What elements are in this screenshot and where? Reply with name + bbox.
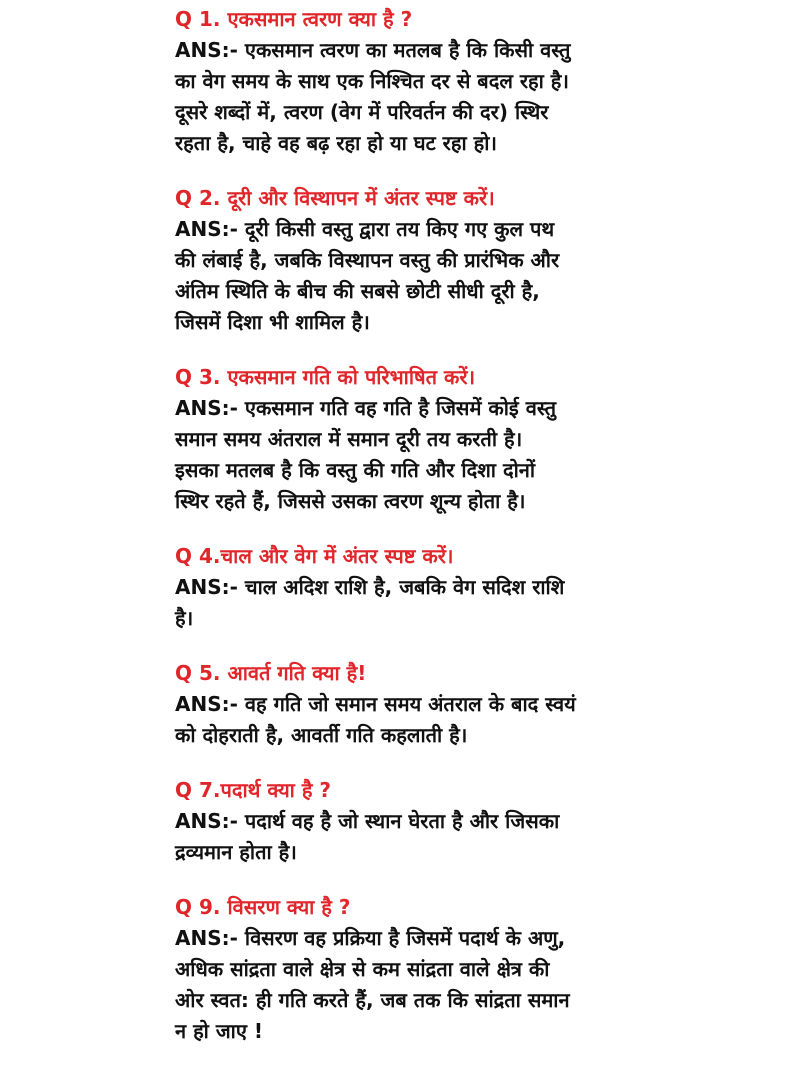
answer-line: द्रव्यमान होता है।	[175, 840, 297, 864]
answer-2	[175, 214, 775, 338]
answer-line: न हो जाए !	[175, 1019, 263, 1043]
answer-4	[175, 572, 775, 634]
answer-line: स्थिर रहते हैं, जिससे उसका त्वरण शून्य होता है।	[175, 489, 526, 513]
answer-line: ओर स्वत: ही गति करते हैं, जब तक कि सांद्रता समान	[175, 988, 570, 1012]
answer-line: समान समय अंतराल में समान दूरी तय करती है।	[175, 427, 523, 451]
answer-7	[175, 806, 775, 868]
answer-line: अधिक सांद्रता वाले क्षेत्र से कम सांद्रता वाले क्षेत्र की	[175, 957, 550, 981]
question-4: Q 4.चाल और वेग में अंतर स्पष्ट करें।	[175, 544, 454, 568]
answer-3	[175, 393, 775, 517]
answer-line: है।	[175, 606, 194, 630]
answer-line: ANS:- दूरी किसी वस्तु द्वारा तय किए गए कुल पथ	[175, 217, 555, 241]
answer-5	[175, 689, 775, 751]
question-9: Q 9. विसरण क्या है ?	[175, 895, 351, 919]
answer-1	[175, 35, 775, 159]
answer-line: रहता है, चाहे वह बढ़ रहा हो या घट रहा हो।	[175, 131, 497, 155]
answer-line: ANS:- चाल अदिश राशि है, जबकि वेग सदिश राशि	[175, 575, 565, 599]
answer-line: ANS:- वह गति जो समान समय अंतराल के बाद स्वयं	[175, 692, 576, 716]
qa-document	[175, 4, 775, 1071]
question-7: Q 7.पदार्थ क्या है ?	[175, 778, 332, 802]
answer-line: ANS:- एकसमान गति वह गति है जिसमें कोई वस्तु	[175, 396, 557, 420]
answer-line: ANS:- एकसमान त्वरण का मतलब है कि किसी वस्तु	[175, 38, 571, 62]
answer-line: को दोहराती है, आवर्ती गति कहलाती है।	[175, 723, 468, 747]
answer-line: ANS:- पदार्थ वह है जो स्थान घेरता है और जिसका	[175, 809, 560, 833]
qa-block-4	[175, 541, 775, 634]
question-1: Q 1. एकसमान त्वरण क्या है ?	[175, 7, 413, 31]
answer-9	[175, 923, 775, 1047]
qa-block-7	[175, 775, 775, 868]
question-3: Q 3. एकसमान गति को परिभाषित करें।	[175, 365, 476, 389]
answer-line: अंतिम स्थिति के बीच की सबसे छोटी सीधी दूरी है,	[175, 279, 540, 303]
answer-line: इसका मतलब है कि वस्तु की गति और दिशा दोनों	[175, 458, 536, 482]
answer-line: दूसरे शब्दों में, त्वरण (वेग में परिवर्तन की दर) स्थिर	[175, 100, 549, 124]
question-2: Q 2. दूरी और विस्थापन में अंतर स्पष्ट करें।	[175, 186, 495, 210]
qa-block-5	[175, 658, 775, 751]
answer-line: का वेग समय के साथ एक निश्चित दर से बदल रहा है।	[175, 69, 570, 93]
answer-line: ANS:- विसरण वह प्रक्रिया है जिसमें पदार्थ के अणु,	[175, 926, 566, 950]
qa-block-1	[175, 4, 775, 159]
qa-block-3	[175, 362, 775, 517]
answer-line: की लंबाई है, जबकि विस्थापन वस्तु की प्रारंभिक और	[175, 248, 560, 272]
question-5: Q 5. आवर्त गति क्या है!	[175, 661, 367, 685]
answer-line: जिसमें दिशा भी शामिल है।	[175, 310, 370, 334]
qa-block-2	[175, 183, 775, 338]
